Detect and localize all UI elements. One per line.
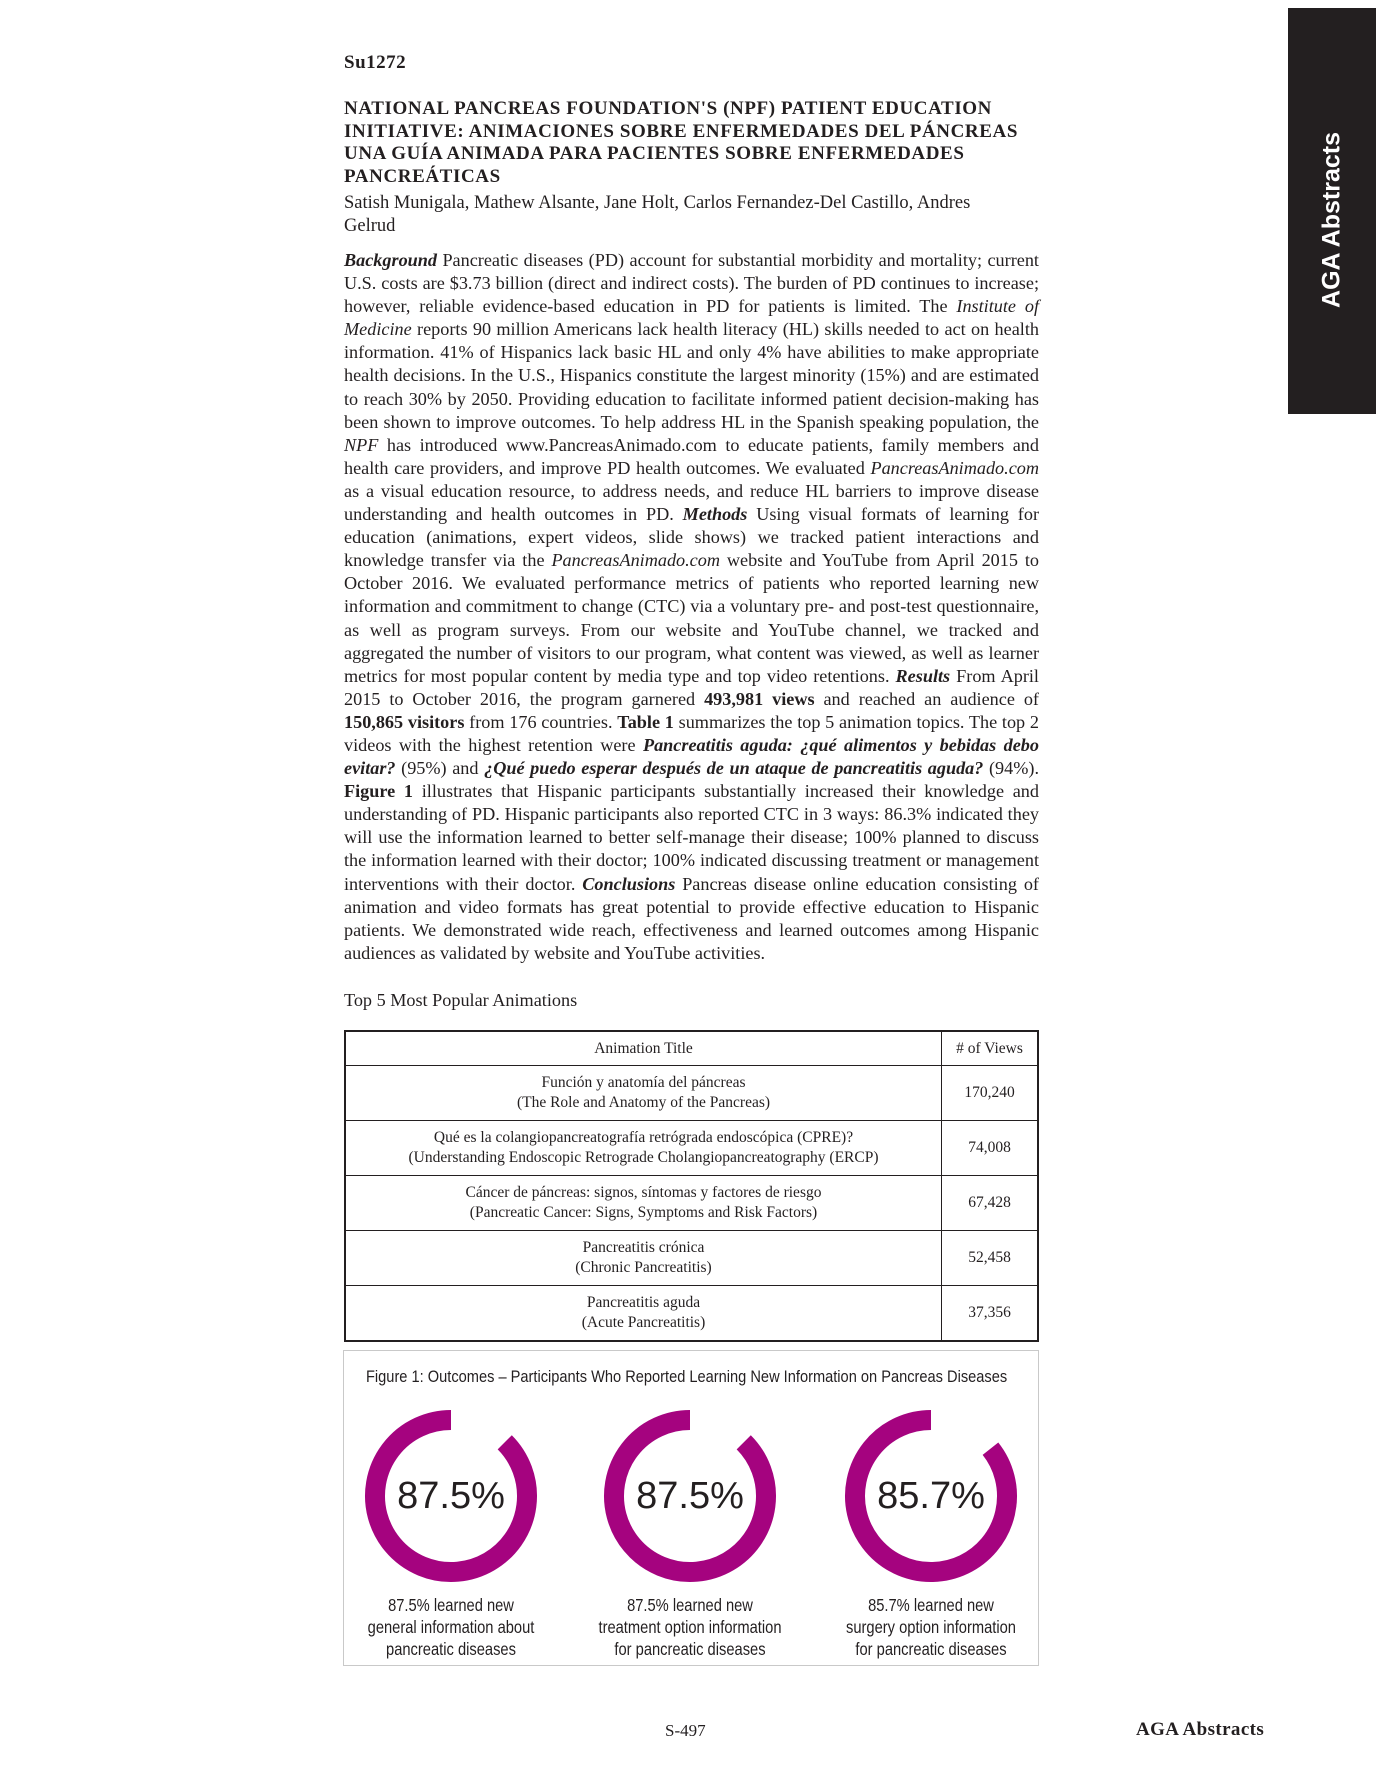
abstract-title: NATIONAL PANCREAS FOUNDATION'S (NPF) PATIENT EDUCATION INITIATIVE: ANIMACIONES SOBRE ENFERMEDADES DEL PÁNCREAS UNA GUÍA ANIMADA PARA PACIENTES SOBRE ENFERMEDADES PANCREÁTICAS	[344, 98, 1019, 187]
footer-section: AGA Abstracts	[1136, 1719, 1265, 1740]
body-text: Pancreatic diseases (PD) account for substantial morbidity and mortality; current U.S. costs are $3.73 billion (direct and indirect costs). The burden of PD continues to increase; however, reliable evidence-based education in PD for patients is limited. The	[344, 250, 1039, 317]
table-row	[345, 1176, 1038, 1231]
donut-caption	[589, 1594, 791, 1660]
donut-percent: 87.5%	[636, 1474, 744, 1517]
table-header-row	[345, 1031, 1038, 1066]
body-italic: PancreasAnimado.com	[551, 550, 720, 571]
caption-line: 87.5% learned new	[388, 1595, 514, 1615]
views-cell: 67,428	[942, 1176, 1039, 1231]
body-text: as a visual education resource, to address needs, and reduce HL barriers to improve disease understanding and health outcomes in PD.	[344, 480, 1039, 525]
abstract-body	[344, 249, 1039, 965]
abstract-id: Su1272	[344, 52, 407, 73]
animation-title-cell	[345, 1231, 942, 1286]
body-text: and reached an audience of	[814, 688, 1039, 709]
body-text: From April 2015 to October 2016, the program garnered	[344, 665, 1039, 709]
heading-methods: Methods	[682, 504, 748, 525]
caption-line: treatment option information	[598, 1617, 782, 1637]
title-es: Función y anatomía del páncreas	[541, 1074, 746, 1091]
animation-title-cell	[345, 1286, 942, 1342]
caption-line: surgery option information	[846, 1617, 1016, 1637]
figure-1	[343, 1350, 1039, 1666]
body-text: summarizes the top 5 animation topics. The top 2 videos with the highest retention were	[344, 711, 1039, 755]
donut-caption	[830, 1594, 1032, 1660]
body-text: Using visual formats of learning for education (animations, expert videos, slide shows) we tracked patient interactions and knowledge transfer via the	[344, 504, 1040, 571]
donut-percent: 85.7%	[877, 1474, 985, 1517]
body-text: (95%) and	[395, 758, 485, 779]
views-cell: 74,008	[942, 1121, 1039, 1176]
side-tab-label: AGA Abstracts	[1317, 132, 1346, 308]
body-text: reports 90 million Americans lack health literacy (HL) skills needed to act on health information. 41% of Hispanics lack basic HL and only 4% have abilities to make appropriate health decisions. In the U.S., Hispanics constitute the largest minority (15%) and are estimated to reach 30% by 2050. Providing education to facilitate informed patient decision-making has been shown to improve outcomes. To help address HL in the Spanish speaking population, the	[344, 319, 1039, 432]
table-row	[345, 1231, 1038, 1286]
body-text: has introduced www.PancreasAnimado.com to educate patients, family members and health care providers, and improve PD health outcomes. We evaluated	[344, 434, 1039, 478]
animation-title-cell	[345, 1121, 942, 1176]
animation-title-cell	[345, 1176, 942, 1231]
body-text: from 176 countries.	[464, 711, 618, 732]
heading-background: Background	[344, 250, 437, 270]
views-cell: 52,458	[942, 1231, 1039, 1286]
body-text: website and YouTube from April 2015 to October 2016. We evaluated performance metrics of patients who reported learning new information and commitment to change (CTC) via a voluntary pre- and post-test questionnaire, as well as program surveys. From our website and YouTube channel, we tracked and aggregated the number of visitors to our program, what content was viewed, as well as learner metrics for most popular content by media type and top video retentions.	[344, 550, 1040, 686]
animation-title-cell	[345, 1066, 942, 1121]
heading-conclusions: Conclusions	[582, 873, 676, 894]
caption-line: pancreatic diseases	[386, 1639, 516, 1659]
column-header-title: Animation Title	[345, 1031, 942, 1066]
body-italic: NPF	[344, 434, 379, 455]
animations-table	[344, 1030, 1039, 1342]
body-bold-italic: ¿Qué puedo esperar después de un ataque de pancreatitis aguda?	[484, 758, 984, 779]
body-bold: 493,981 views	[704, 688, 815, 709]
body-bold: 150,865 visitors	[344, 711, 465, 732]
body-bold: Figure 1	[344, 781, 414, 802]
body-italic: Institute of Medicine	[344, 296, 1039, 340]
caption-line: general information about	[367, 1617, 535, 1637]
column-header-views: # of Views	[942, 1031, 1039, 1066]
caption-line: 87.5% learned new	[627, 1595, 753, 1615]
title-en: (Acute Pancreatitis)	[581, 1314, 706, 1331]
page-number: S-497	[665, 1721, 706, 1740]
title-es: Pancreatitis crónica	[582, 1239, 705, 1256]
table-row	[345, 1066, 1038, 1121]
figure-title: Figure 1: Outcomes – Participants Who Reported Learning New Information on Pancreas Diseases	[366, 1367, 1008, 1386]
donut-chart-general	[364, 1409, 538, 1583]
body-bold: Table 1	[617, 711, 674, 732]
body-text: (94%).	[983, 758, 1039, 779]
title-en: (Pancreatic Cancer: Signs, Symptoms and Risk Factors)	[469, 1204, 818, 1221]
table-row	[345, 1286, 1038, 1342]
donut-caption	[350, 1594, 552, 1660]
body-text: Pancreas disease online education consisting of animation and video formats has great potential to provide effective education to Hispanic patients. We demonstrated wide reach, effectiveness and learned outcomes among Hispanic audiences as validated by website and YouTube activities.	[344, 873, 1039, 963]
section-side-tab	[1288, 8, 1376, 414]
caption-line: for pancreatic diseases	[614, 1639, 766, 1659]
title-es: Pancreatitis aguda	[586, 1294, 701, 1311]
title-en: (Chronic Pancreatitis)	[575, 1259, 712, 1276]
donut-chart-surgery	[844, 1409, 1018, 1583]
body-text: illustrates that Hispanic participants substantially increased their knowledge and understanding of PD. Hispanic participants also reported CTC in 3 ways: 86.3% indicated they will use the information learned to better self-manage their disease; 100% planned to discuss the information learned with their doctor; 100% indicated discussing treatment or management interventions with their doctor.	[344, 781, 1039, 894]
title-en: (Understanding Endoscopic Retrograde Cholangiopancreatography (ERCP)	[408, 1149, 879, 1166]
table-caption: Top 5 Most Popular Animations	[344, 990, 578, 1010]
views-cell: 170,240	[942, 1066, 1039, 1121]
donut-chart-treatment	[603, 1409, 777, 1583]
body-bold-italic: Pancreatitis aguda: ¿qué alimentos y bebidas debo evitar?	[344, 734, 1039, 779]
table-row	[345, 1121, 1038, 1176]
body-italic: PancreasAnimado.com	[870, 457, 1039, 478]
caption-line: for pancreatic diseases	[855, 1639, 1007, 1659]
title-es: Qué es la colangiopancreatografía retrógrada endoscópica (CPRE)?	[433, 1129, 854, 1146]
abstract-authors: Satish Munigala, Mathew Alsante, Jane Holt, Carlos Fernandez-Del Castillo, Andres Gelrud	[344, 193, 971, 236]
title-en: (The Role and Anatomy of the Pancreas)	[516, 1094, 771, 1111]
caption-line: 85.7% learned new	[868, 1595, 994, 1615]
heading-results: Results	[895, 665, 951, 686]
views-cell: 37,356	[942, 1286, 1039, 1342]
title-es: Cáncer de páncreas: signos, síntomas y factores de riesgo	[465, 1184, 822, 1201]
donut-percent: 87.5%	[397, 1474, 505, 1517]
